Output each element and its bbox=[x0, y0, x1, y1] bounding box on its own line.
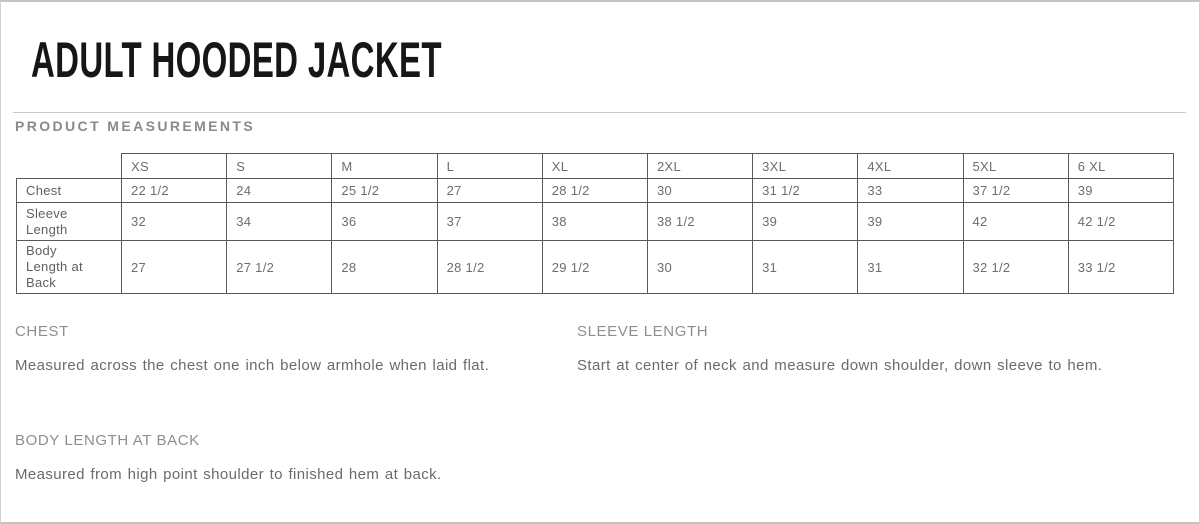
measurement-cell: 27 1/2 bbox=[227, 241, 332, 294]
measurement-cell: 33 bbox=[858, 179, 963, 203]
measurement-cell: 32 bbox=[122, 203, 227, 241]
size-header-xs: XS bbox=[122, 154, 227, 179]
size-header-3xl: 3XL bbox=[753, 154, 858, 179]
measurement-cell: 39 bbox=[858, 203, 963, 241]
measurement-cell: 32 1/2 bbox=[963, 241, 1068, 294]
definition-term: SLEEVE LENGTH bbox=[577, 323, 709, 340]
measurement-cell: 31 1/2 bbox=[753, 179, 858, 203]
measurement-cell: 39 bbox=[1068, 179, 1173, 203]
measurement-cell: 31 bbox=[753, 241, 858, 294]
measurement-cell: 34 bbox=[227, 203, 332, 241]
measurement-cell: 22 1/2 bbox=[122, 179, 227, 203]
measurement-cell: 37 1/2 bbox=[963, 179, 1068, 203]
page-title: ADULT HOODED JACKET bbox=[31, 32, 442, 88]
measurement-cell: 28 1/2 bbox=[542, 179, 647, 203]
measurement-cell: 38 1/2 bbox=[647, 203, 752, 241]
measurement-cell: 29 1/2 bbox=[542, 241, 647, 294]
measurement-cell: 27 bbox=[437, 179, 542, 203]
definition-body-length-at-back bbox=[15, 432, 560, 490]
row-label-body-length-at-back: Body Length at Back bbox=[17, 241, 122, 294]
size-header-xl: XL bbox=[542, 154, 647, 179]
definition-description: Measured from high point shoulder to finished hem at back. bbox=[15, 466, 442, 483]
definition-description: Measured across the chest one inch below armhole when laid flat. bbox=[15, 357, 490, 374]
definition-description: Start at center of neck and measure down shoulder, down sleeve to hem. bbox=[577, 357, 1103, 374]
definition-term: CHEST bbox=[15, 323, 69, 340]
measurement-cell: 31 bbox=[858, 241, 963, 294]
measurements-table bbox=[16, 153, 1174, 294]
table-header-row bbox=[17, 154, 1174, 179]
size-header-5xl: 5XL bbox=[963, 154, 1068, 179]
measurement-cell: 38 bbox=[542, 203, 647, 241]
measurement-cell: 30 bbox=[647, 179, 752, 203]
row-label-chest: Chest bbox=[17, 179, 122, 203]
definition-sleeve-length bbox=[577, 323, 1122, 381]
size-header-s: S bbox=[227, 154, 332, 179]
measurement-cell: 39 bbox=[753, 203, 858, 241]
measurement-cell: 28 bbox=[332, 241, 437, 294]
measurement-cell: 33 1/2 bbox=[1068, 241, 1173, 294]
table-row-body-length-at-back bbox=[17, 241, 1174, 294]
section-divider bbox=[13, 112, 1186, 113]
measurement-cell: 37 bbox=[437, 203, 542, 241]
row-label-sleeve-length: Sleeve Length bbox=[17, 203, 122, 241]
measurement-cell: 42 1/2 bbox=[1068, 203, 1173, 241]
section-heading: PRODUCT MEASUREMENTS bbox=[15, 118, 256, 134]
size-header-6xl: 6 XL bbox=[1068, 154, 1173, 179]
table-row-sleeve-length bbox=[17, 203, 1174, 241]
table-corner-cell bbox=[17, 154, 122, 179]
size-header-4xl: 4XL bbox=[858, 154, 963, 179]
measurement-cell: 36 bbox=[332, 203, 437, 241]
size-header-m: M bbox=[332, 154, 437, 179]
definition-term: BODY LENGTH AT BACK bbox=[15, 432, 200, 449]
measurement-cell: 25 1/2 bbox=[332, 179, 437, 203]
definition-chest bbox=[15, 323, 560, 381]
size-header-l: L bbox=[437, 154, 542, 179]
measurement-cell: 30 bbox=[647, 241, 752, 294]
measurement-cell: 28 1/2 bbox=[437, 241, 542, 294]
size-header-2xl: 2XL bbox=[647, 154, 752, 179]
table-row-chest bbox=[17, 179, 1174, 203]
measurement-cell: 24 bbox=[227, 179, 332, 203]
measurement-cell: 27 bbox=[122, 241, 227, 294]
measurement-cell: 42 bbox=[963, 203, 1068, 241]
